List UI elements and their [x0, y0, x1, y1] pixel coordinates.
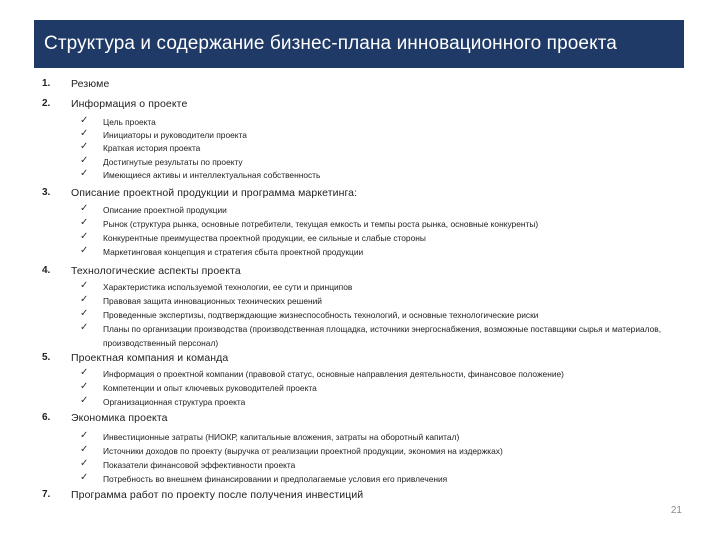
list-item-text: Планы по организации производства (производственная площадка, источники энергоснабжения, возможные поставщики сырья и материалов, производственный персонал) [103, 324, 662, 348]
section-number: 4. [42, 265, 51, 276]
checkmark-icon: ✓ [80, 155, 89, 166]
checkmark-icon: ✓ [80, 430, 89, 441]
checkmark-icon: ✓ [80, 231, 89, 242]
list-item-text: Маркетинговая концепция и стратегия сбыта проектной продукции [103, 247, 364, 257]
checkmark-icon: ✓ [80, 115, 89, 126]
list-item-text: Цель проекта [103, 117, 156, 127]
section-title: Описание проектной продукции и программа маркетинга: [71, 187, 358, 199]
section-title: Программа работ по проекту после получения инвестиций [71, 489, 364, 501]
list-item-text: Информация о проектной компании (правовой статус, основные направления деятельности, финансовое положение) [103, 369, 564, 379]
list-item-text: Инвестиционные затраты (НИОКР, капитальные вложения, затраты на оборотный капитал) [103, 432, 460, 442]
list-item-text: Характеристика используемой технологии, ее сути и принципов [103, 282, 353, 292]
section-title: Информация о проекте [71, 98, 188, 110]
checkmark-icon: ✓ [80, 280, 89, 291]
section-number: 1. [42, 78, 51, 89]
checkmark-icon: ✓ [80, 168, 89, 179]
section-number: 7. [42, 489, 51, 500]
checkmark-icon: ✓ [80, 217, 89, 228]
list-item-text: Потребность во внешнем финансировании и предполагаемые условия его привлечения [103, 474, 448, 484]
title-bar [34, 20, 684, 68]
checkmark-icon: ✓ [80, 381, 89, 392]
checkmark-icon: ✓ [80, 294, 89, 305]
list-item-text: Проведенные экспертизы, подтверждающие жизнеспособность технологий, и основные технологические риски [103, 310, 539, 320]
list-item-text: Конкурентные преимущества проектной продукции, ее сильные и слабые стороны [103, 233, 426, 243]
checkmark-icon: ✓ [80, 308, 89, 319]
checkmark-icon: ✓ [80, 322, 89, 333]
list-item-text: Рынок (структура рынка, основные потребители, текущая емкость и темпы роста рынка, основные конкуренты) [103, 219, 539, 229]
section-number: 5. [42, 352, 51, 363]
checkmark-icon: ✓ [80, 128, 89, 139]
checkmark-icon: ✓ [80, 141, 89, 152]
list-item-text: Достигнутые результаты по проекту [103, 157, 243, 167]
list-item-text: Инициаторы и руководители проекта [103, 130, 247, 140]
list-item-text: Краткая история проекта [103, 143, 201, 153]
list-item-text: Имеющиеся активы и интеллектуальная собственность [103, 170, 321, 180]
section-number: 3. [42, 187, 51, 198]
list-item-text: Описание проектной продукции [103, 205, 227, 215]
checkmark-icon: ✓ [80, 203, 89, 214]
list-item-text: Организационная структура проекта [103, 397, 246, 407]
list-item-text: Показатели финансовой эффективности проекта [103, 460, 296, 470]
checkmark-icon: ✓ [80, 367, 89, 378]
section-title: Проектная компания и команда [71, 352, 229, 364]
section-title: Технологические аспекты проекта [71, 265, 241, 277]
section-title: Экономика проекта [71, 412, 168, 424]
checkmark-icon: ✓ [80, 458, 89, 469]
checkmark-icon: ✓ [80, 472, 89, 483]
checkmark-icon: ✓ [80, 395, 89, 406]
list-item-text: Источники доходов по проекту (выручка от реализации проектной продукции, экономия на издержках) [103, 446, 503, 456]
section-title: Резюме [71, 78, 110, 90]
section-number: 2. [42, 98, 51, 109]
list-item-text: Правовая защита инновационных технических решений [103, 296, 322, 306]
list-item-text: Компетенции и опыт ключевых руководителей проекта [103, 383, 317, 393]
checkmark-icon: ✓ [80, 444, 89, 455]
checkmark-icon: ✓ [80, 245, 89, 256]
section-number: 6. [42, 412, 51, 423]
page-title: Структура и содержание бизнес-плана инновационного проекта [44, 33, 617, 54]
page-number: 21 [670, 505, 682, 516]
